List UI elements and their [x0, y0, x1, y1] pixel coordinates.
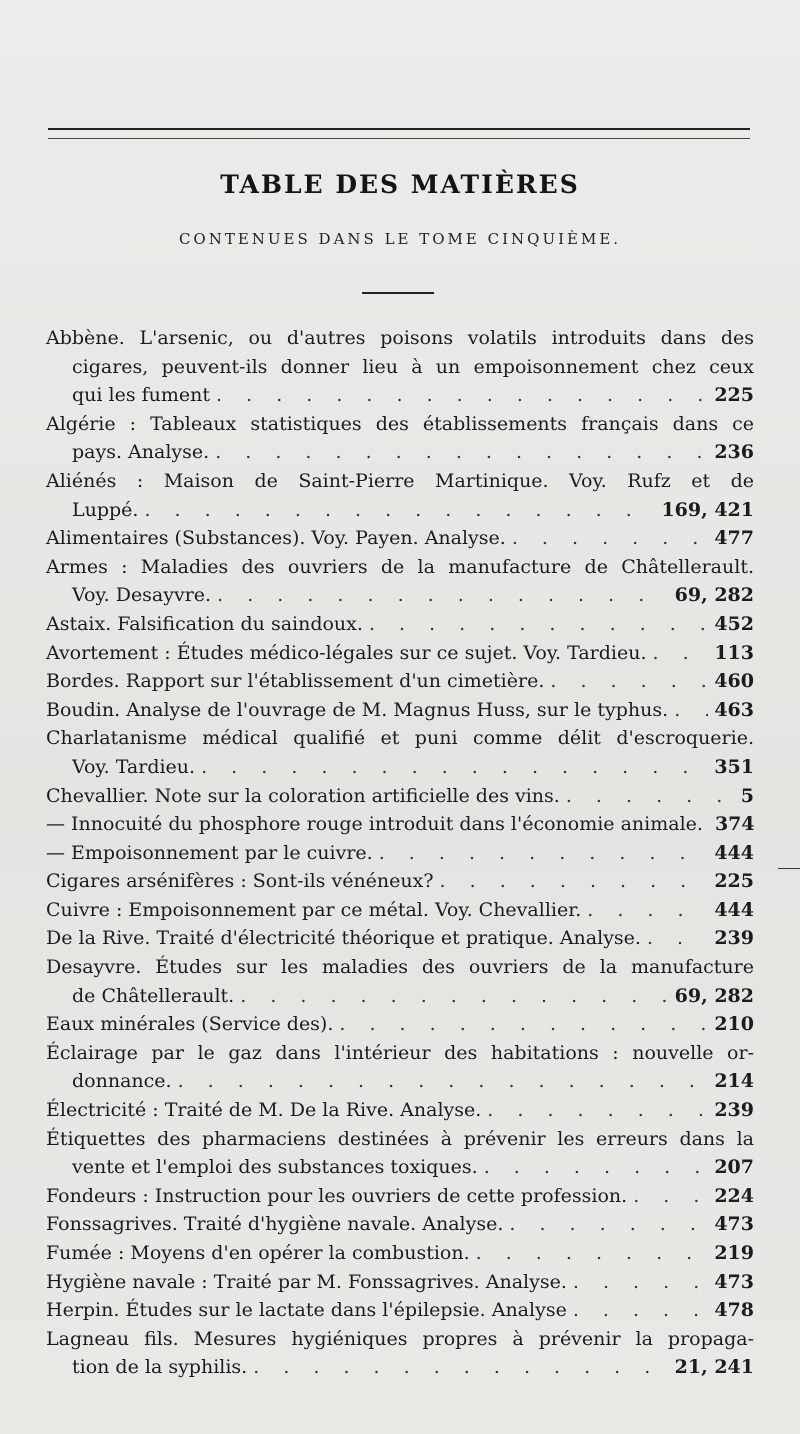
leader-dots [440, 867, 709, 896]
entry-text: Hygiène navale : Traité par M. Fonssagrives. Analyse. [46, 1270, 567, 1293]
toc-entry [46, 553, 754, 610]
toc-entry [46, 896, 754, 925]
entry-text-continued: de Châtellerault. [72, 984, 235, 1007]
toc-entry [46, 1268, 754, 1297]
page-number: 239 [714, 927, 754, 950]
entry-text: Lagneau fils. Mesures hygiéniques propres à prévenir la propaga- [46, 1327, 754, 1350]
entry-text: Fondeurs : Instruction pour les ouvriers de cette profession. [46, 1184, 628, 1207]
leader-dots [647, 924, 708, 953]
entry-text: Algérie : Tableaux statistiques des établissements français dans ce [46, 412, 754, 435]
toc-entry [46, 953, 754, 1010]
leader-dots [509, 1210, 708, 1239]
entry-text-continued: vente et l'emploi des substances toxiques. [72, 1156, 478, 1179]
entry-text: Éclairage par le gaz dans l'intérieur des habitations : nouvelle or- [46, 1041, 754, 1064]
page-number: 374 [714, 813, 755, 836]
leader-dots [217, 581, 669, 610]
entry-text: Étiquettes des pharmaciens destinées à prévenir les erreurs dans la [46, 1127, 754, 1150]
leader-dots [201, 753, 708, 782]
leader-dots [216, 381, 708, 410]
leader-dots [253, 1353, 668, 1382]
page-number: 444 [714, 841, 754, 864]
toc-entry [46, 1239, 754, 1268]
page-number: 214 [714, 1070, 754, 1093]
leader-dots [573, 1268, 708, 1297]
page-number: 224 [714, 1184, 754, 1207]
entry-text: Cigares arsénifères : Sont-ils vénéneux? [46, 870, 434, 893]
page-number: 5 [740, 784, 754, 807]
leader-dots [240, 982, 668, 1011]
page-number: 207 [714, 1156, 754, 1179]
page-number: 478 [714, 1299, 754, 1322]
entry-text-continued: Voy. Desayvre. [72, 584, 212, 607]
margin-mark [778, 868, 800, 869]
page-number: 477 [714, 527, 754, 550]
entry-text-continued: cigares, peuvent-ils donner lieu à un empoisonnement chez ceux [72, 355, 754, 378]
page-number: 210 [714, 1013, 754, 1036]
page-number: 460 [714, 670, 754, 693]
toc-entry [46, 1325, 754, 1382]
page-number: 21, 241 [674, 1356, 754, 1379]
leader-dots [379, 839, 709, 868]
leader-dots [484, 1153, 709, 1182]
page-number: 351 [714, 755, 754, 778]
page-title: TABLE DES MATIÈRES [220, 170, 580, 199]
toc-entry [46, 1182, 754, 1211]
leader-dots [512, 524, 709, 553]
toc-entry [46, 1010, 754, 1039]
leader-dots [339, 1010, 708, 1039]
leader-dots [573, 1296, 709, 1325]
page-number: 452 [714, 612, 754, 635]
top-double-rule [48, 128, 750, 139]
entry-text: Bordes. Rapport sur l'établissement d'un cimetière. [46, 670, 545, 693]
toc-entry [46, 782, 754, 811]
toc-entry [46, 324, 754, 410]
page-subtitle: CONTENUES DANS LE TOME CINQUIÈME. [178, 230, 622, 248]
page-number: 225 [714, 870, 754, 893]
entry-text-continued: Luppé. [72, 498, 139, 521]
entry-text: Eaux minérales (Service des). [46, 1013, 334, 1036]
leader-dots [653, 639, 709, 668]
page-number: 69, 282 [674, 984, 754, 1007]
entry-text: Herpin. Études sur le lactate dans l'épilepsie. Analyse [46, 1299, 567, 1322]
entry-text: Cuivre : Empoisonnement par ce métal. Voy. Chevallier. [46, 898, 582, 921]
entry-text: Desayvre. Études sur les maladies des ouvriers de la manufacture [46, 956, 754, 979]
toc-entry [46, 1039, 754, 1096]
leader-dots [487, 1096, 708, 1125]
page-number: 473 [714, 1270, 754, 1293]
toc-entry [46, 467, 754, 524]
toc-entry [46, 524, 754, 553]
entry-text: Aliénés : Maison de Saint-Pierre Martinique. Voy. Rufz et de [46, 469, 754, 492]
entry-text: Électricité : Traité de M. De la Rive. Analyse. [46, 1099, 482, 1122]
entry-text-continued: qui les fument [72, 384, 211, 407]
entry-text: — Innocuité du phosphore rouge introduit dans l'économie animale. [46, 813, 703, 836]
toc-entry [46, 610, 754, 639]
short-divider-rule [362, 292, 434, 294]
toc-entry [46, 724, 754, 781]
entry-text-continued: pays. Analyse. [72, 441, 210, 464]
toc-entry [46, 667, 754, 696]
page-number: 444 [714, 898, 754, 921]
leader-dots [550, 667, 708, 696]
entry-text: De la Rive. Traité d'électricité théorique et pratique. Analyse. [46, 927, 641, 950]
page-number: 225 [714, 384, 754, 407]
toc-entry [46, 1210, 754, 1239]
leader-dots [144, 496, 655, 525]
entry-text-continued: donnance. [72, 1070, 172, 1093]
toc-entry [46, 924, 754, 953]
leader-dots [587, 896, 708, 925]
page-number: 239 [714, 1099, 754, 1122]
page-number: 236 [714, 441, 754, 464]
entry-text: Fumée : Moyens d'en opérer la combustion. [46, 1242, 470, 1264]
entry-text: Armes : Maladies des ouvriers de la manufacture de Châtellerault. [46, 555, 754, 578]
page-number: 463 [714, 698, 754, 721]
leader-dots [633, 1182, 708, 1211]
toc-entry [46, 1096, 754, 1125]
page-number: 113 [714, 641, 754, 664]
leader-dots [674, 696, 708, 725]
toc-entry [46, 639, 754, 668]
entry-text: Alimentaires (Substances). Voy. Payen. Analyse. [46, 527, 506, 550]
toc-entry [46, 839, 754, 868]
leader-dots [215, 438, 708, 467]
leader-dots [566, 782, 735, 811]
toc-entry [46, 696, 754, 725]
entry-text: Fonssagrives. Traité d'hygiène navale. Analyse. [46, 1213, 504, 1236]
page-number: 169, 421 [661, 498, 754, 521]
entry-text: Chevallier. Note sur la coloration artificielle des vins. [46, 784, 560, 807]
toc-entry [46, 410, 754, 467]
entry-text: — Empoisonnement par le cuivre. [46, 841, 373, 864]
entry-text: Avortement : Études médico-légales sur ce sujet. Voy. Tardieu. [46, 641, 647, 664]
entry-text-continued: tion de la syphilis. [72, 1356, 248, 1379]
toc-entry [46, 1125, 754, 1182]
toc-entry [46, 1296, 754, 1325]
entry-text: Astaix. Falsification du saindoux. [46, 612, 363, 635]
page-number: 219 [714, 1242, 754, 1264]
entry-text: Charlatanisme médical qualifié et puni comme délit d'escroquerie. [46, 727, 754, 750]
leader-dots [369, 610, 708, 639]
leader-dots [476, 1239, 709, 1268]
entry-text-continued: Voy. Tardieu. [72, 755, 196, 778]
toc-entry [46, 810, 754, 839]
page-number: 473 [714, 1213, 754, 1236]
entry-text: Abbène. L'arsenic, ou d'autres poisons volatils introduits dans des [46, 327, 754, 349]
entry-text: Boudin. Analyse de l'ouvrage de M. Magnus Huss, sur le typhus. [46, 698, 669, 721]
leader-dots [178, 1067, 709, 1096]
table-of-contents [46, 324, 754, 1382]
toc-entry [46, 867, 754, 896]
page-number: 69, 282 [674, 584, 754, 607]
